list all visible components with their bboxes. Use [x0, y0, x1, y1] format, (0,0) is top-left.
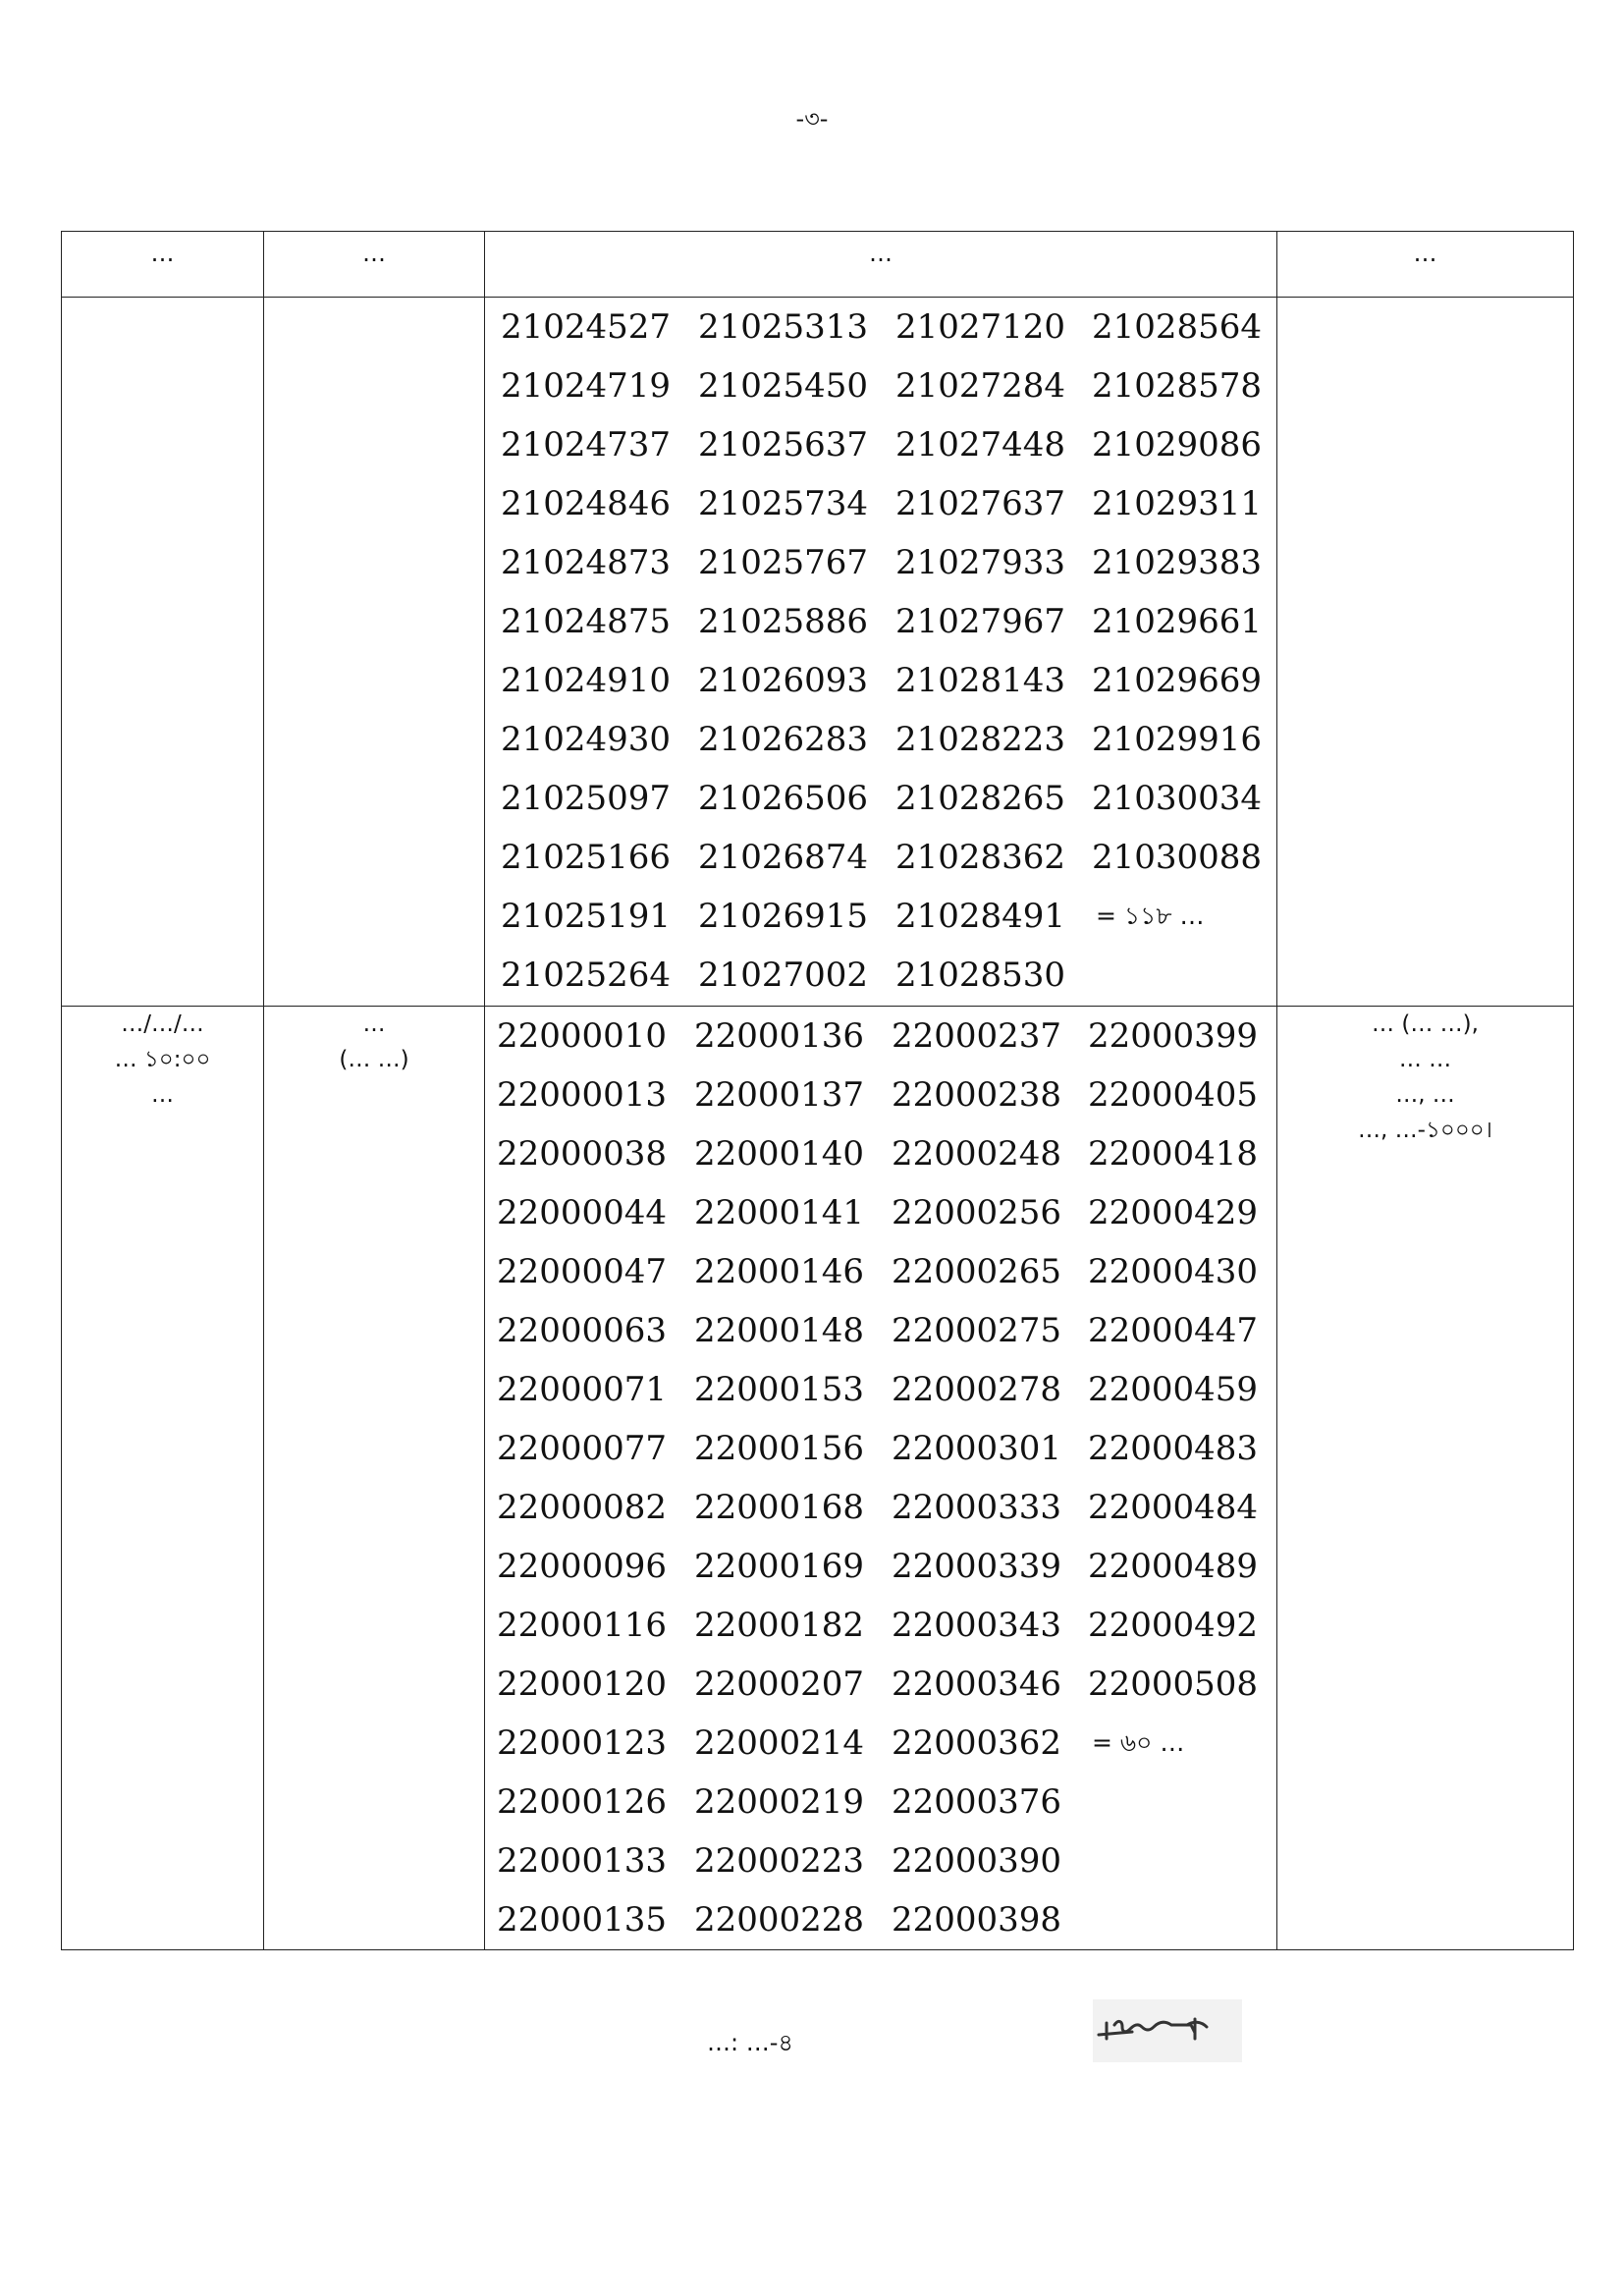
roll-number: 22000156: [694, 1429, 865, 1468]
roll-number: 21024719: [501, 366, 672, 406]
roll-number: 22000429: [1088, 1193, 1259, 1232]
header-roll-number: …: [485, 232, 1277, 298]
signature: [1093, 1999, 1242, 2062]
roll-number: [1088, 1831, 1284, 1890]
roll-number: 21024910: [501, 661, 672, 700]
roll-number: [1088, 1890, 1284, 1949]
roll-number: 21027637: [895, 484, 1066, 523]
location-cell: … (… …), … … …, … …, …-১০০০।: [1277, 1007, 1574, 1950]
roll-total: = ৬০ …: [1092, 1728, 1185, 1757]
roll-number: 22000343: [892, 1606, 1062, 1645]
roll-number: 21027967: [895, 602, 1066, 641]
roll-number: 22000362: [892, 1723, 1062, 1763]
roll-number: 22000133: [497, 1841, 668, 1881]
roll-number: 22000010: [497, 1016, 668, 1056]
roll-number: 22000219: [694, 1782, 865, 1822]
roll-table: [61, 231, 1574, 1950]
roll-number: 21025313: [698, 307, 869, 347]
location-cell: [1277, 298, 1574, 1007]
roll-number: 22000148: [694, 1311, 865, 1350]
roll-number: 21028578: [1092, 366, 1263, 406]
roll-number: 21025191: [501, 897, 672, 936]
roll-number: 22000275: [892, 1311, 1062, 1350]
roll-number: 22000333: [892, 1488, 1062, 1527]
roll-number: 22000228: [694, 1900, 865, 1940]
roll-number: 21029669: [1092, 661, 1263, 700]
date-time-cell: …/…/… … ১০:০০ …: [62, 1007, 264, 1950]
roll-number: 21028362: [895, 838, 1066, 877]
roll-number: 21030088: [1092, 838, 1263, 877]
roll-number: 22000459: [1088, 1370, 1259, 1409]
header-date-time: …: [62, 232, 264, 298]
page-number: -৩-: [795, 105, 829, 133]
roll-number: 22000483: [1088, 1429, 1259, 1468]
roll-number: 21029661: [1092, 602, 1263, 641]
roll-number: 22000508: [1088, 1665, 1259, 1704]
roll-number: 22000120: [497, 1665, 668, 1704]
roll-number: 22000013: [497, 1075, 668, 1115]
roll-number: 21024737: [501, 425, 672, 465]
roll-number: 22000168: [694, 1488, 865, 1527]
roll-number: 21025097: [501, 779, 672, 818]
table-row: [62, 1007, 1574, 1950]
roll-number: 22000223: [694, 1841, 865, 1881]
roll-number: 22000096: [497, 1547, 668, 1586]
roll-number: 22000492: [1088, 1606, 1259, 1645]
continued-note: …: …-৪: [707, 2029, 793, 2056]
roll-number: 22000047: [497, 1252, 668, 1291]
roll-number: 22000489: [1088, 1547, 1259, 1586]
roll-number: 22000116: [497, 1606, 668, 1645]
roll-number: 21029383: [1092, 543, 1263, 582]
roll-number: 22000256: [892, 1193, 1062, 1232]
roll-number: 21029311: [1092, 484, 1263, 523]
roll-number: 21027120: [895, 307, 1066, 347]
roll-number: 22000418: [1088, 1134, 1259, 1174]
roll-number: 22000339: [892, 1547, 1062, 1586]
roll-number: [1088, 1773, 1284, 1831]
roll-number: 21030034: [1092, 779, 1263, 818]
roll-number: 22000153: [694, 1370, 865, 1409]
roll-number: 22000398: [892, 1900, 1062, 1940]
roll-number: 22000399: [1088, 1016, 1259, 1056]
roll-number: 21027284: [895, 366, 1066, 406]
roll-grid: [485, 298, 1276, 1005]
post-name-cell: [264, 298, 485, 1007]
roll-number: 21026874: [698, 838, 869, 877]
roll-number: 21026093: [698, 661, 869, 700]
roll-number: 22000238: [892, 1075, 1062, 1115]
roll-number: 22000237: [892, 1016, 1062, 1056]
roll-number: 21027002: [698, 956, 869, 995]
roll-number: 22000484: [1088, 1488, 1259, 1527]
roll-number: 21024527: [501, 307, 672, 347]
roll-number: 22000376: [892, 1782, 1062, 1822]
roll-number: 22000137: [694, 1075, 865, 1115]
roll-number: 22000405: [1088, 1075, 1259, 1115]
roll-number: 21028143: [895, 661, 1066, 700]
roll-number: 22000182: [694, 1606, 865, 1645]
roll-number: 22000169: [694, 1547, 865, 1586]
roll-number: 22000265: [892, 1252, 1062, 1291]
roll-number: 22000038: [497, 1134, 668, 1174]
roll-numbers-cell: [485, 298, 1277, 1007]
roll-number: 22000123: [497, 1723, 668, 1763]
roll-number: 22000126: [497, 1782, 668, 1822]
roll-number: 22000140: [694, 1134, 865, 1174]
roll-number: 22000390: [892, 1841, 1062, 1881]
roll-number: 22000447: [1088, 1311, 1259, 1350]
roll-number: 21025450: [698, 366, 869, 406]
roll-number: 21025886: [698, 602, 869, 641]
roll-number: 21025637: [698, 425, 869, 465]
roll-number: 21028223: [895, 720, 1066, 759]
roll-number: 22000063: [497, 1311, 668, 1350]
roll-number: 21028530: [895, 956, 1066, 995]
roll-number: 22000141: [694, 1193, 865, 1232]
table-row: [62, 298, 1574, 1007]
roll-number: 22000077: [497, 1429, 668, 1468]
roll-number: 21026283: [698, 720, 869, 759]
roll-number: 22000214: [694, 1723, 865, 1763]
roll-number: 21029916: [1092, 720, 1263, 759]
roll-number: 22000248: [892, 1134, 1062, 1174]
roll-number: 22000278: [892, 1370, 1062, 1409]
roll-number: 21028564: [1092, 307, 1263, 347]
header-location: …: [1277, 232, 1574, 298]
roll-number: 21024875: [501, 602, 672, 641]
roll-number: 21029086: [1092, 425, 1263, 465]
roll-number: 21025734: [698, 484, 869, 523]
roll-grid: [485, 1007, 1276, 1949]
table-header-row: [62, 232, 1574, 298]
roll-number: 21024930: [501, 720, 672, 759]
roll-number: 21028491: [895, 897, 1066, 936]
post-name-cell: … (… …): [264, 1007, 485, 1950]
roll-number: 22000146: [694, 1252, 865, 1291]
roll-number: 22000301: [892, 1429, 1062, 1468]
roll-number: 21025166: [501, 838, 672, 877]
roll-number: 21024873: [501, 543, 672, 582]
roll-number: 21025767: [698, 543, 869, 582]
roll-number: 21026506: [698, 779, 869, 818]
roll-number: 21027933: [895, 543, 1066, 582]
roll-number: 21026915: [698, 897, 869, 936]
roll-number: 22000346: [892, 1665, 1062, 1704]
roll-number: 22000135: [497, 1900, 668, 1940]
roll-number: 22000044: [497, 1193, 668, 1232]
roll-number: 21028265: [895, 779, 1066, 818]
roll-number: 22000071: [497, 1370, 668, 1409]
roll-number: 22000430: [1088, 1252, 1259, 1291]
roll-total: = ১১৮ …: [1096, 902, 1205, 930]
roll-number: 22000082: [497, 1488, 668, 1527]
roll-number: [1092, 946, 1288, 1005]
roll-number: 21027448: [895, 425, 1066, 465]
date-time-cell: [62, 298, 264, 1007]
header-post-name: …: [264, 232, 485, 298]
roll-number: 22000207: [694, 1665, 865, 1704]
roll-number: 21024846: [501, 484, 672, 523]
roll-number: 22000136: [694, 1016, 865, 1056]
roll-number: 21025264: [501, 956, 672, 995]
roll-numbers-cell: [485, 1007, 1277, 1950]
